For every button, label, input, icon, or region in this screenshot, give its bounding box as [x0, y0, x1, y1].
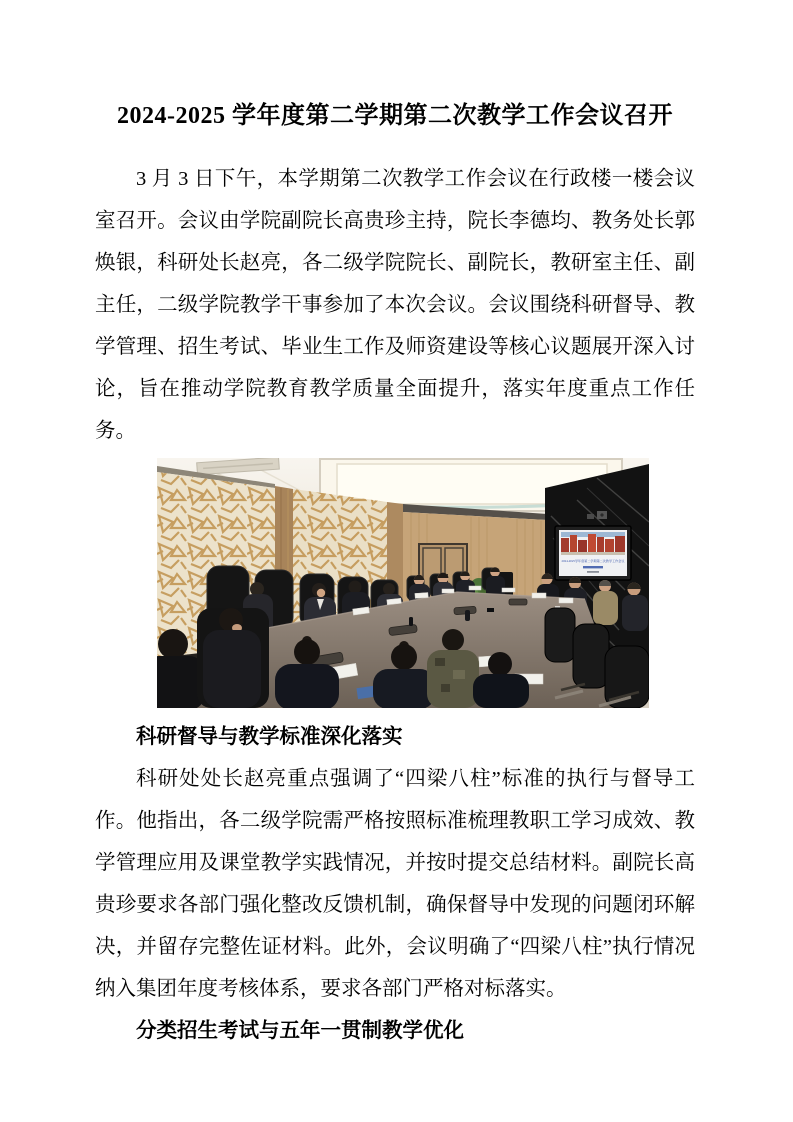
meeting-photo	[157, 458, 649, 708]
tv-screen	[555, 526, 631, 580]
section-heading-2: 分类招生考试与五年一贯制教学优化	[136, 1020, 464, 1042]
slide-title-text: 2024-2025学年度第二学期第二次教学工作会议	[561, 559, 625, 563]
section-paragraph-1: 科研处处长赵亮重点强调了“四梁八柱”标准的执行与督导工作。他指出，各二级学院需严格按照标准梳理教职工学习成效、教学管理应用及课堂教学实践情况，并按时提交总结材料。副院长高贵珍要求各部门强化整改反馈机制，确保督导中发现的问题闭环解决，并留存完整佐证材料。此外，会议明确了“四梁八柱”执行情况纳入集团年度考核体系，要求各部门严格对标落实。	[95, 768, 695, 1000]
slide-buildings	[561, 534, 625, 555]
meeting-photo-illustration	[157, 458, 649, 708]
page-title: 2024-2025 学年度第二学期第二次教学工作会议召开	[117, 103, 673, 129]
section-heading-1: 科研督导与教学标准深化落实	[136, 726, 403, 748]
intro-paragraph: 3 月 3 日下午，本学期第二次教学工作会议在行政楼一楼会议室召开。会议由学院副院长高贵珍主持，院长李德均、教务处长郭焕银，科研处长赵亮，各二级学院院长、副院长，教研室主任、副主任，二级学院教学干事参加了本次会议。会议围绕科研督导、教学管理、招生考试、毕业生工作及师资建设等核心议题展开深入讨论，旨在推动学院教育教学质量全面提升，落实年度重点工作任务。	[95, 168, 695, 442]
